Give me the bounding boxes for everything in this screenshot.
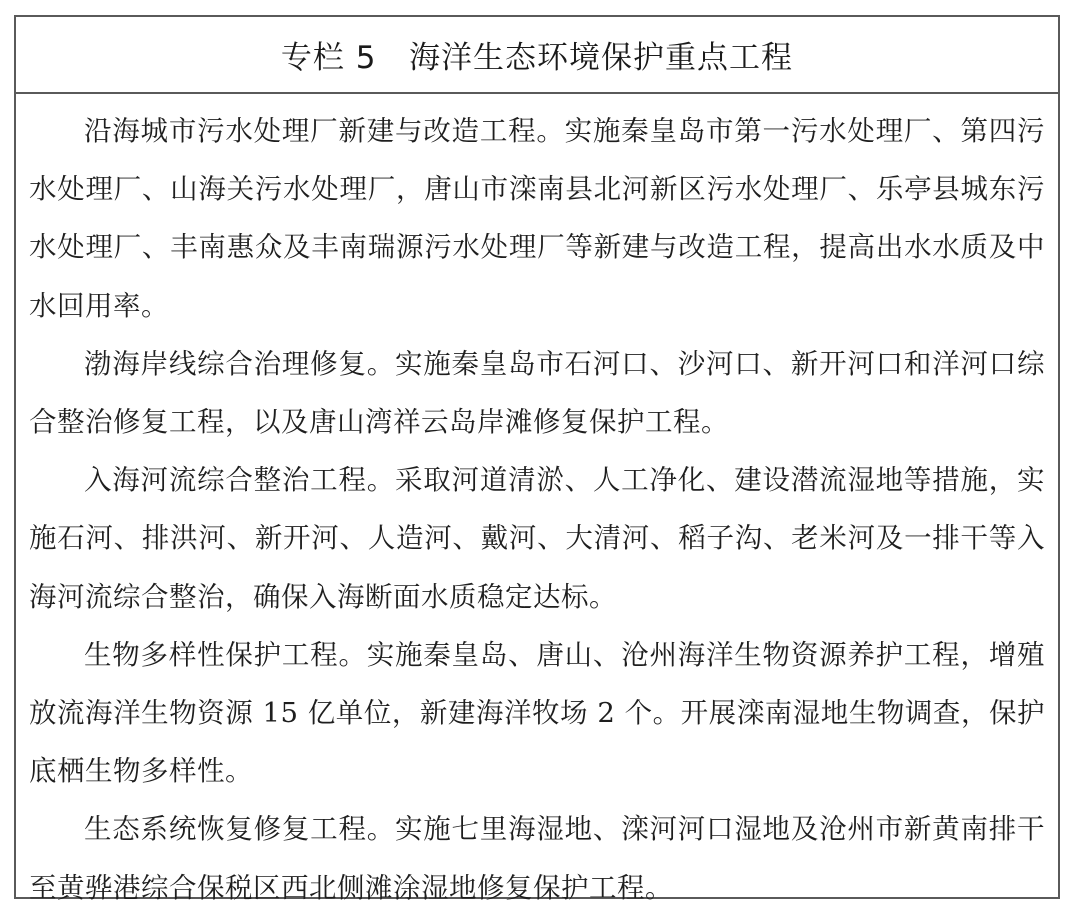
box-title: 专栏 5 海洋生态环境保护重点工程 xyxy=(280,40,794,76)
feature-box xyxy=(14,15,1060,904)
paragraph-river-remediation: 入海河流综合整治工程。采取河道清淤、人工净化、建设潜流湿地等措施，实施石河、排洪河、新开河、人造河、戴河、大清河、稻子沟、老米河及一排干等入海河流综合整治，确保入海断面水质稳定达标。 xyxy=(29,464,1045,613)
box-body xyxy=(16,94,1058,917)
paragraph-ecosystem-restoration: 生态系统恢复修复工程。实施七里海湿地、滦河河口湿地及沧州市新黄南排干至黄骅港综合保税区西北侧滩涂湿地修复保护工程。 xyxy=(29,813,1045,904)
paragraph-coastline-repair: 渤海岸线综合治理修复。实施秦皇岛市石河口、沙河口、新开河口和洋河口综合整治修复工程，以及唐山湾祥云岛岸滩修复保护工程。 xyxy=(29,347,1045,439)
paragraph-biodiversity: 生物多样性保护工程。实施秦皇岛、唐山、沧州海洋生物资源养护工程，增殖放流海洋生物资源 15 亿单位，新建海洋牧场 2 个。开展滦南湿地生物调查，保护底栖生物多样性。 xyxy=(29,638,1045,788)
box-header xyxy=(16,17,1058,94)
paragraph-sewage-plants: 沿海城市污水处理厂新建与改造工程。实施秦皇岛市第一污水处理厂、第四污水处理厂、山海关污水处理厂，唐山市滦南县北河新区污水处理厂、乐亭县城东污水处理厂、丰南惠众及丰南瑞源污水处理厂等新建与改造工程，提高出水水质及中水回用率。 xyxy=(29,115,1045,322)
